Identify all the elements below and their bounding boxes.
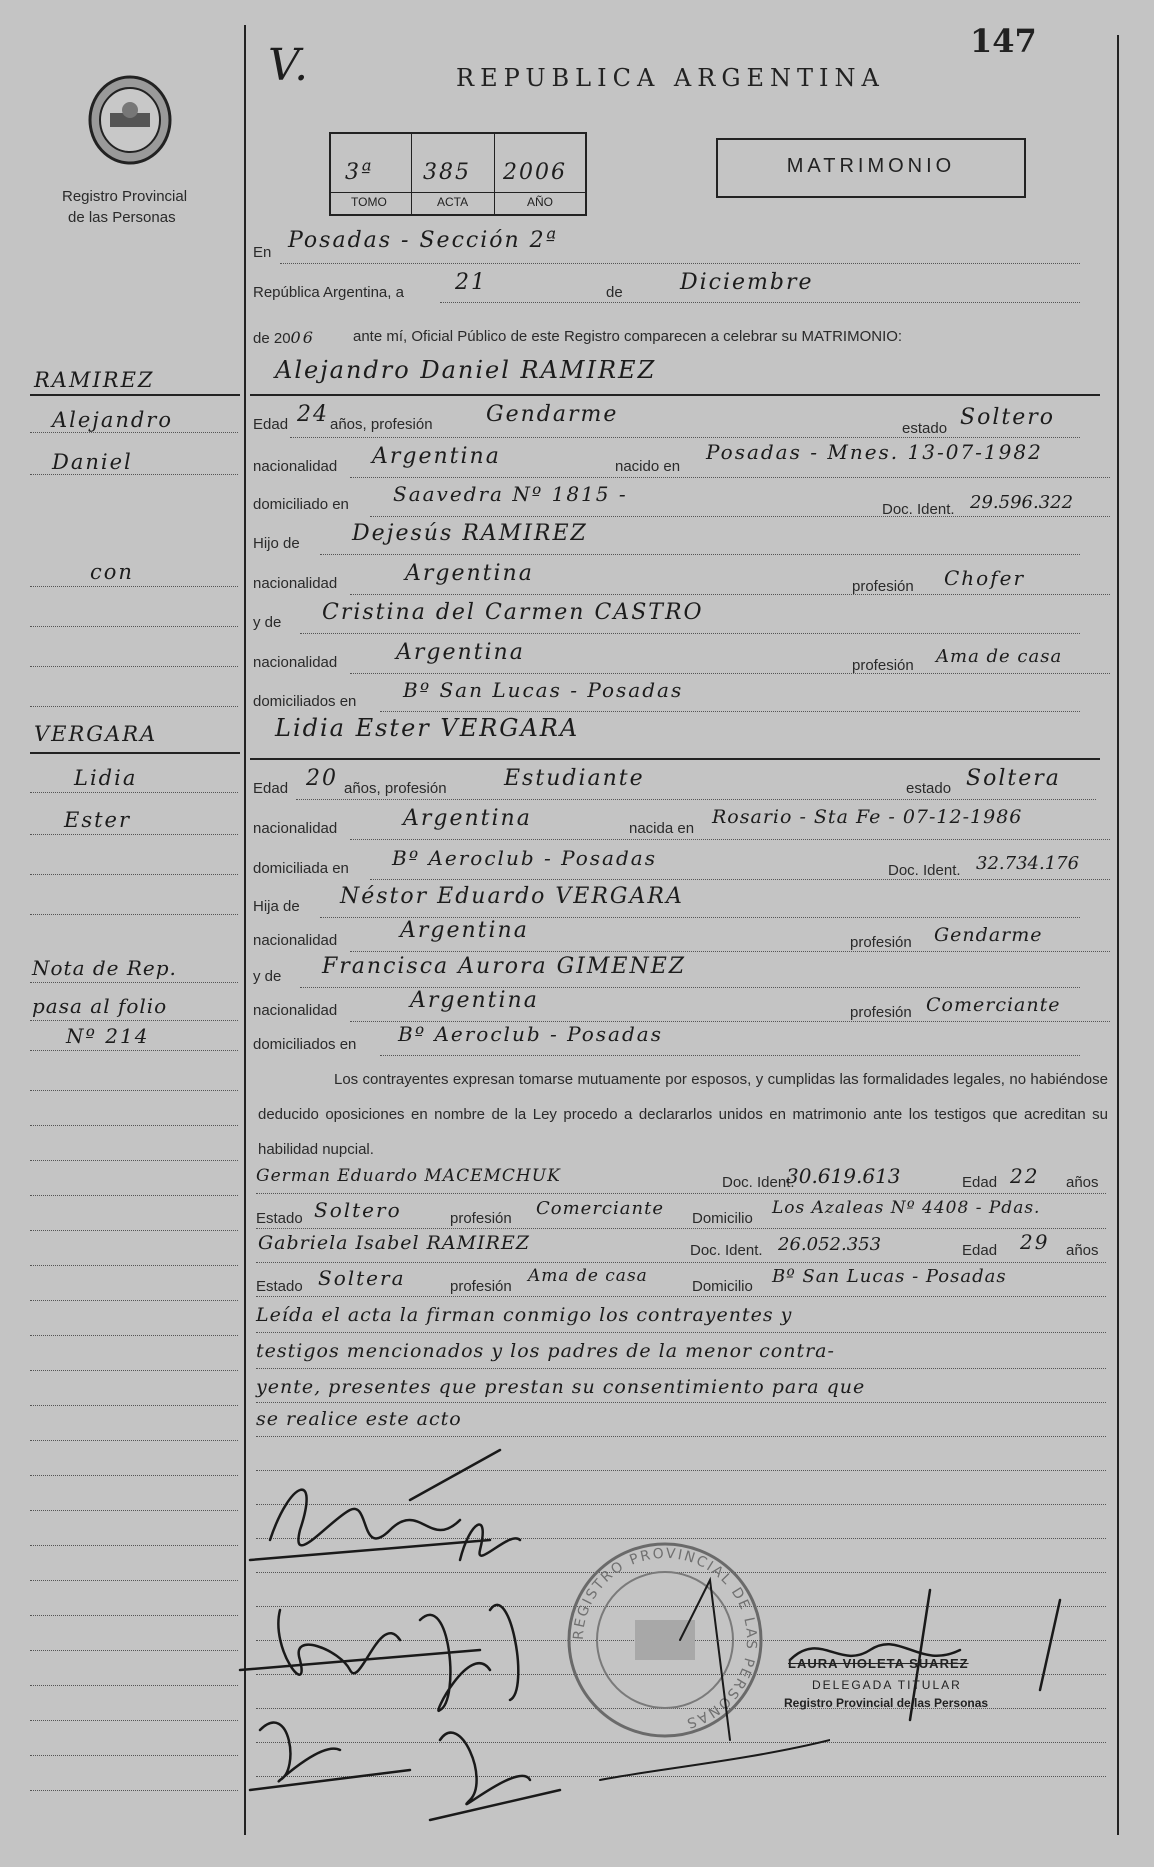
- nacido-label: nacido en: [615, 458, 681, 475]
- right-rule: [1117, 35, 1119, 1835]
- provincial-seal: [88, 75, 172, 165]
- comparecen-text: ante mí, Oficial Público de este Registro comparecen a celebrar su MATRIMONIO:: [353, 328, 903, 345]
- acta-label: ACTA: [437, 195, 469, 209]
- bride-estado: Soltera: [966, 766, 1061, 791]
- initials: V.: [268, 40, 311, 91]
- groom-profesion: Gendarme: [486, 402, 619, 427]
- nacida-label: nacida en: [629, 820, 695, 837]
- de20-label: de 2006: [253, 328, 315, 347]
- bride-yde-label: y de: [253, 968, 282, 985]
- dia-value: 21: [455, 270, 487, 295]
- margin-note-line2: pasa al folio: [32, 994, 168, 1018]
- bride-madre: Francisca Aurora GIMENEZ: [322, 954, 687, 979]
- bride-sep-right: [250, 758, 1100, 760]
- bride-doc: 32.734.176: [976, 853, 1080, 874]
- closing-line3: yente, presentes que prestan su consentimiento para que: [256, 1376, 866, 1398]
- witness1-anios-label: años: [1066, 1174, 1099, 1191]
- bride-madre-nac-label: nacionalidad: [253, 1002, 338, 1019]
- acta-value: 385: [423, 160, 471, 185]
- bride-sep-left: [30, 752, 240, 754]
- bride-margin-first: Lidia: [74, 766, 138, 790]
- bride-padre: Néstor Eduardo VERGARA: [340, 884, 684, 909]
- edad-label: Edad: [253, 416, 289, 433]
- bride-estado-label: estado: [906, 780, 952, 797]
- anio-value: 2006: [503, 160, 567, 185]
- official-office: Registro Provincial de las Personas: [784, 1696, 989, 1710]
- closing-line1: Leída el acta la firman conmigo los contrayentes y: [256, 1304, 793, 1326]
- doc-type-box: [716, 138, 1026, 198]
- bride-padre-nac-label: nacionalidad: [253, 932, 338, 949]
- bride-padres-dom: Bº Aeroclub - Posadas: [398, 1022, 663, 1046]
- declaration: Los contrayentes expresan tomarse mutuamente por esposos, y cumplidas las formalidades legales, no habiéndose deducido oposiciones en nombre de la Ley procedo a declararlos unidos en matrimonio ante los testigos que acreditan su habilidad nupcial.: [258, 1071, 1108, 1158]
- groom-madre: Cristina del Carmen CASTRO: [322, 600, 704, 625]
- doc-type: MATRIMONIO: [786, 155, 956, 177]
- witness2-anios-label: años: [1066, 1242, 1099, 1259]
- bride-nacida: Rosario - Sta Fe - 07-12-1986: [712, 806, 1023, 828]
- connector: con: [90, 560, 134, 584]
- groom-margin-first: Alejandro: [52, 408, 173, 432]
- bride-dom-label: domiciliada en: [253, 860, 349, 877]
- padre-nac-label: nacionalidad: [253, 575, 338, 592]
- nac-label: nacionalidad: [253, 458, 338, 475]
- madre-prof-label: profesión: [852, 657, 914, 674]
- groom-full-name: Alejandro Daniel RAMIREZ: [275, 356, 657, 384]
- witness1-doc: 30.619.613: [786, 1164, 901, 1188]
- en-value: Posadas - Sección 2ª: [288, 228, 559, 253]
- bride-padre-prof: Gendarme: [934, 924, 1043, 946]
- groom-domicilio: Saavedra Nº 1815 -: [393, 482, 628, 506]
- signatures: [230, 1440, 830, 1840]
- witness2-dom-label: Domicilio: [692, 1278, 753, 1295]
- bride-anios-label: años, profesión: [344, 780, 447, 797]
- witness1-profesion: Comerciante: [536, 1198, 664, 1219]
- groom-sep-right: [250, 394, 1100, 396]
- groom-margin-surname: RAMIREZ: [34, 368, 155, 392]
- bride-madre-nac: Argentina: [410, 988, 539, 1013]
- anio-label: AÑO: [527, 195, 554, 209]
- groom-padre: Dejesús RAMIREZ: [352, 521, 588, 546]
- witness2-estado-label: Estado: [256, 1278, 303, 1295]
- page-number: 147: [970, 22, 1037, 60]
- bride-domicilio: Bº Aeroclub - Posadas: [392, 846, 657, 870]
- bride-nacionalidad: Argentina: [403, 806, 532, 831]
- anios-prof-label: años, profesión: [330, 416, 433, 433]
- bride-full-name: Lidia Ester VERGARA: [275, 714, 580, 742]
- yde-label: y de: [253, 614, 282, 631]
- bride-madre-prof-label: profesión: [850, 1004, 912, 1021]
- groom-madre-prof: Ama de casa: [936, 646, 1063, 667]
- groom-padres-dom: Bº San Lucas - Posadas: [403, 678, 684, 702]
- margin-note-line3: Nº 214: [66, 1024, 150, 1048]
- bride-margin-surname: VERGARA: [34, 722, 158, 746]
- header-title: REPUBLICA ARGENTINA: [456, 64, 885, 92]
- groom-nacionalidad: Argentina: [372, 444, 501, 469]
- witness2-profesion: Ama de casa: [528, 1266, 648, 1286]
- bride-padre-prof-label: profesión: [850, 934, 912, 951]
- official-name: LAURA VIOLETA SUAREZ: [788, 1656, 969, 1671]
- doc-label: Doc. Ident.: [882, 501, 955, 518]
- en-label: En: [253, 244, 272, 261]
- groom-margin-second: Daniel: [52, 450, 133, 474]
- bride-edad-label: Edad: [253, 780, 289, 797]
- hijo-label: Hijo de: [253, 535, 300, 552]
- witness1-doc-label: Doc. Ident.: [722, 1174, 795, 1191]
- madre-nac-label: nacionalidad: [253, 654, 338, 671]
- witness1-domicilio: Los Azaleas Nº 4408 - Pdas.: [772, 1198, 1041, 1218]
- de-label: de: [606, 284, 623, 301]
- witness2-edad: 29: [1020, 1230, 1050, 1254]
- witness2-domicilio: Bº San Lucas - Posadas: [772, 1266, 1007, 1287]
- witness1-edad-label: Edad: [962, 1174, 998, 1191]
- witness2-edad-label: Edad: [962, 1242, 998, 1259]
- groom-sep-left: [30, 394, 240, 396]
- groom-madre-nac: Argentina: [396, 640, 525, 665]
- bride-profesion: Estudiante: [504, 766, 645, 791]
- official-title: DELEGADA TITULAR: [812, 1678, 962, 1692]
- padre-prof-label: profesión: [852, 578, 914, 595]
- groom-padre-nac: Argentina: [405, 561, 534, 586]
- witness1-estado: Soltero: [314, 1198, 402, 1222]
- registry-line2: de las Personas: [68, 209, 176, 226]
- witness1-name: German Eduardo MACEMCHUK: [256, 1166, 561, 1186]
- closing-line2: testigos mencionados y los padres de la menor contra-: [256, 1340, 835, 1362]
- witness2-name: Gabriela Isabel RAMIREZ: [258, 1232, 530, 1254]
- groom-padre-prof: Chofer: [944, 566, 1026, 590]
- doms-label: domiciliados en: [253, 693, 357, 710]
- bride-doms-label: domiciliados en: [253, 1036, 357, 1053]
- margin-note-line1: Nota de Rep.: [32, 956, 177, 980]
- dom-label: domiciliado en: [253, 496, 349, 513]
- tomo-label: TOMO: [351, 195, 387, 209]
- mes-value: Diciembre: [680, 270, 814, 295]
- witness2-estado: Soltera: [318, 1266, 406, 1290]
- hija-label: Hija de: [253, 898, 300, 915]
- bride-nac-label: nacionalidad: [253, 820, 338, 837]
- bride-doc-label: Doc. Ident.: [888, 862, 961, 879]
- witness1-estado-label: Estado: [256, 1210, 303, 1227]
- bride-edad: 20: [306, 766, 338, 791]
- tomo-value: 3ª: [345, 160, 374, 185]
- witness1-dom-label: Domicilio: [692, 1210, 753, 1227]
- closing-line4: se realice este acto: [256, 1408, 462, 1430]
- bride-madre-prof: Comerciante: [926, 994, 1061, 1016]
- witness2-prof-label: profesión: [450, 1278, 512, 1295]
- bride-padre-nac: Argentina: [400, 918, 529, 943]
- record-box: [329, 132, 587, 216]
- estado-label: estado: [902, 420, 948, 437]
- groom-edad: 24: [297, 402, 329, 427]
- witness1-edad: 22: [1010, 1164, 1040, 1188]
- witness2-doc: 26.052.353: [778, 1234, 882, 1255]
- bride-margin-second: Ester: [64, 808, 132, 832]
- stamp-text: REGISTRO PROVINCIAL DE LAS PERSONAS: [570, 1545, 760, 1732]
- groom-nacido: Posadas - Mnes. 13-07-1982: [706, 440, 1043, 464]
- republica-label: República Argentina, a: [253, 284, 404, 301]
- witness2-doc-label: Doc. Ident.: [690, 1242, 763, 1259]
- groom-estado: Soltero: [960, 405, 1055, 430]
- registry-line1: Registro Provincial: [62, 188, 188, 205]
- witness1-prof-label: profesión: [450, 1210, 512, 1227]
- groom-doc: 29.596.322: [970, 492, 1074, 513]
